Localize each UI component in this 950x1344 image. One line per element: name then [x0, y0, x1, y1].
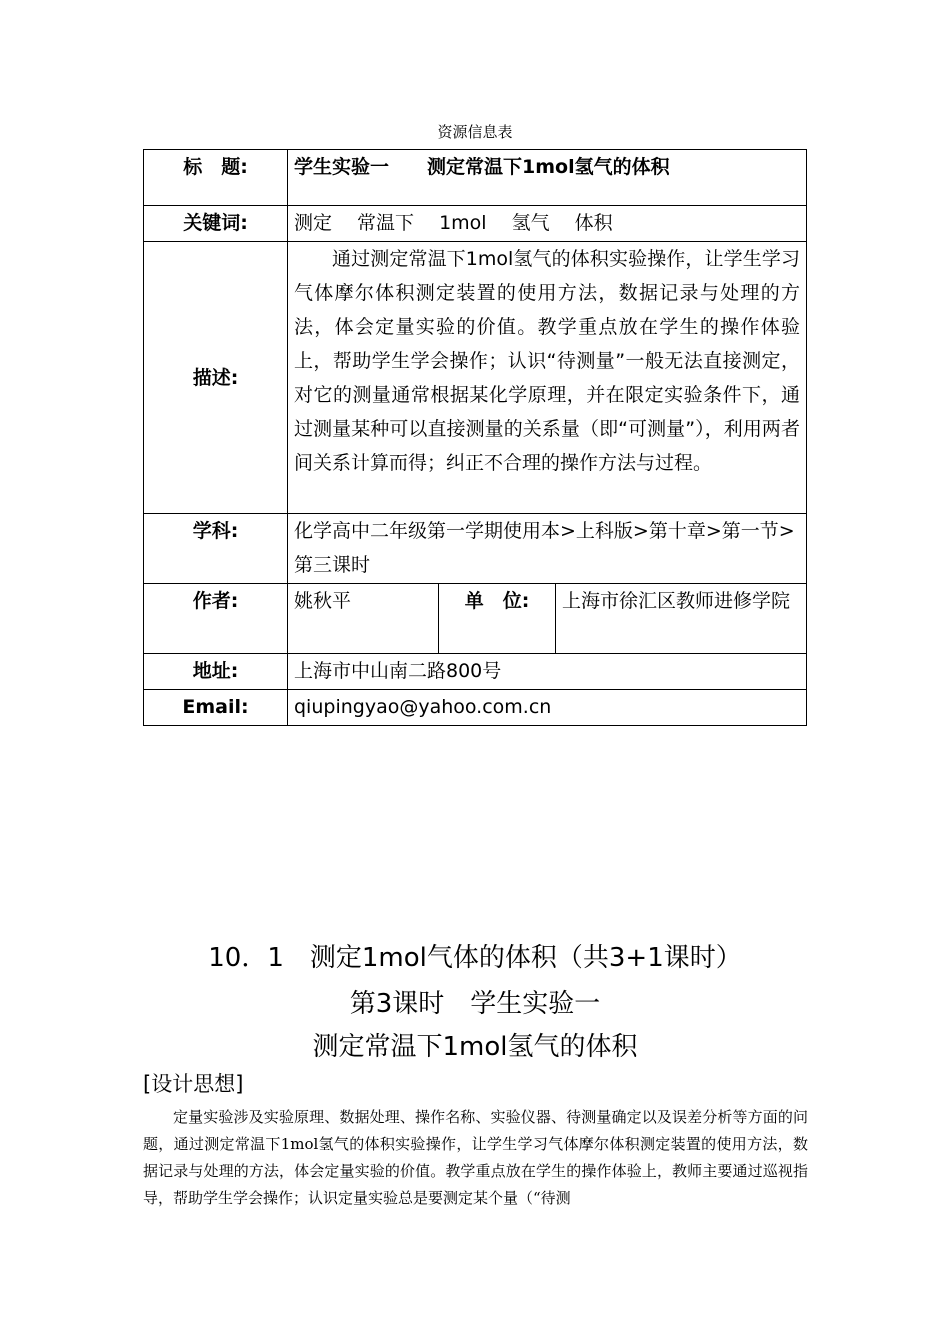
title-value: 学生实验一 测定常温下1mol氢气的体积 [288, 150, 807, 206]
subject-value: 化学高中二年级第一学期使用本>上科版>第十章>第一节>第三课时 [288, 514, 807, 584]
heading-line-2: 第3课时 学生实验一 [349, 989, 601, 1019]
table-row [144, 242, 807, 514]
email-label: Email: [144, 690, 288, 726]
table-caption: 资源信息表 [437, 123, 513, 141]
table-row [144, 514, 807, 584]
section-title: [设计思想] [143, 1072, 244, 1096]
description-value: 通过测定常温下1mol氢气的体积实验操作，让学生学习气体摩尔体积测定装置的使用方法，数据记录与处理的方法，体会定量实验的价值。教学重点放在学生的操作体验上，帮助学生学会操作；认识“待测量”一般无法直接测定，对它的测量通常根据某化学原理，并在限定实验条件下，通过测量某种可以直接测量的关系量（即“可测量”），利用两者间关系计算而得；纠正不合理的操作方法与过程。 [288, 242, 807, 514]
design-paragraph: 定量实验涉及实验原理、数据处理、操作名称、实验仪器、待测量确定以及误差分析等方面的问题，通过测定常温下1mol氢气的体积实验操作，让学生学习气体摩尔体积测定装置的使用方法，数据记录与处理的方法，体会定量实验的价值。教学重点放在学生的操作体验上，教师主要通过巡视指导，帮助学生学会操作；认识定量实验总是要测定某个量（“待测 [143, 1108, 808, 1207]
address-value: 上海市中山南二路800号 [288, 654, 807, 690]
heading-line-3: 测定常温下1mol氢气的体积 [312, 1032, 638, 1062]
unit-label: 单 位: [439, 584, 556, 654]
table-row [144, 654, 807, 690]
email-value: qiupingyao@yahoo.com.cn [288, 690, 807, 726]
description-label: 描述: [144, 242, 288, 514]
unit-value: 上海市徐汇区教师进修学院 [556, 584, 807, 654]
author-label: 作者: [144, 584, 288, 654]
subject-label: 学科: [144, 514, 288, 584]
address-label: 地址: [144, 654, 288, 690]
keywords-value: 测定 常温下 1mol 氢气 体积 [288, 206, 807, 242]
table-row [144, 584, 807, 654]
author-value: 姚秋平 [288, 584, 439, 654]
table-row [144, 690, 807, 726]
keywords-label: 关键词: [144, 206, 288, 242]
resource-info-table [143, 149, 807, 726]
table-row [144, 150, 807, 206]
table-row [144, 206, 807, 242]
title-label: 标 题: [144, 150, 288, 206]
heading-line-1: 10．1 测定1mol气体的体积（共3+1课时） [208, 943, 742, 973]
